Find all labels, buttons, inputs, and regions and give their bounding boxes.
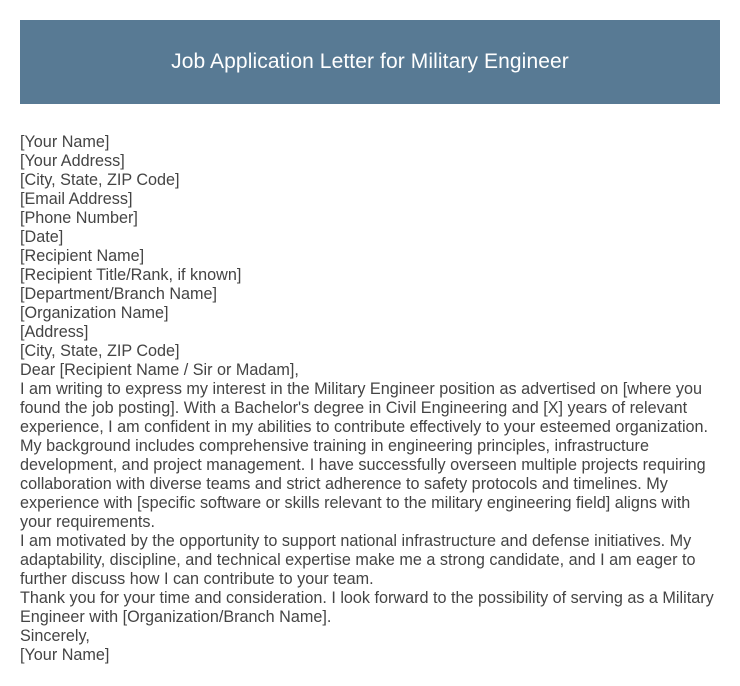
paragraph-line: adaptability, discipline, and technical expertise make me a strong candidate, and I am eager to [20, 551, 696, 569]
paragraph-line: experience, I am confident in my abilities to contribute effectively to your esteemed organization. [20, 418, 709, 436]
paragraph-line: collaboration with diverse teams and strict adherence to safety protocols and timelines. My [20, 475, 668, 493]
recipient-department: [Department/Branch Name] [20, 285, 218, 303]
letter-body [20, 133, 720, 665]
signature: [Your Name] [20, 646, 110, 664]
sender-block [20, 133, 720, 247]
body-paragraph-3 [20, 589, 720, 627]
paragraph-line: I am writing to express my interest in the Military Engineer position as advertised on [where you [20, 380, 702, 398]
recipient-city-state-zip: [City, State, ZIP Code] [20, 342, 180, 360]
sender-city-state-zip: [City, State, ZIP Code] [20, 171, 180, 189]
recipient-organization: [Organization Name] [20, 304, 169, 322]
sender-address: [Your Address] [20, 152, 125, 170]
recipient-name: [Recipient Name] [20, 247, 145, 265]
body-paragraph-1 [20, 380, 720, 532]
letter-date: [Date] [20, 228, 64, 246]
recipient-block [20, 247, 720, 361]
paragraph-line: Engineer with [Organization/Branch Name]. [20, 608, 332, 626]
paragraph-line: experience with [specific software or skills relevant to the military engineering field] aligns with [20, 494, 691, 512]
paragraph-line: My background includes comprehensive training in engineering principles, infrastructure [20, 437, 649, 455]
paragraph-line: development, and project management. I have successfully overseen multiple projects requiring [20, 456, 706, 474]
page-header [20, 20, 720, 104]
paragraph-line: further discuss how I can contribute to your team. [20, 570, 374, 588]
paragraph-line: found the job posting]. With a Bachelor's degree in Civil Engineering and [X] years of relevant [20, 399, 688, 417]
sender-name: [Your Name] [20, 133, 110, 151]
paragraph-line: your requirements. [20, 513, 155, 531]
page-title: Job Application Letter for Military Engineer [171, 50, 569, 73]
closing: Sincerely, [20, 627, 90, 645]
recipient-title-rank: [Recipient Title/Rank, if known] [20, 266, 242, 284]
body-paragraph-2 [20, 532, 720, 589]
salutation: Dear [Recipient Name / Sir or Madam], [20, 361, 299, 379]
recipient-address: [Address] [20, 323, 89, 341]
paragraph-line: Thank you for your time and consideration. I look forward to the possibility of serving as a Military [20, 589, 714, 607]
sender-email: [Email Address] [20, 190, 133, 208]
sender-phone: [Phone Number] [20, 209, 138, 227]
paragraph-line: I am motivated by the opportunity to support national infrastructure and defense initiatives. My [20, 532, 692, 550]
